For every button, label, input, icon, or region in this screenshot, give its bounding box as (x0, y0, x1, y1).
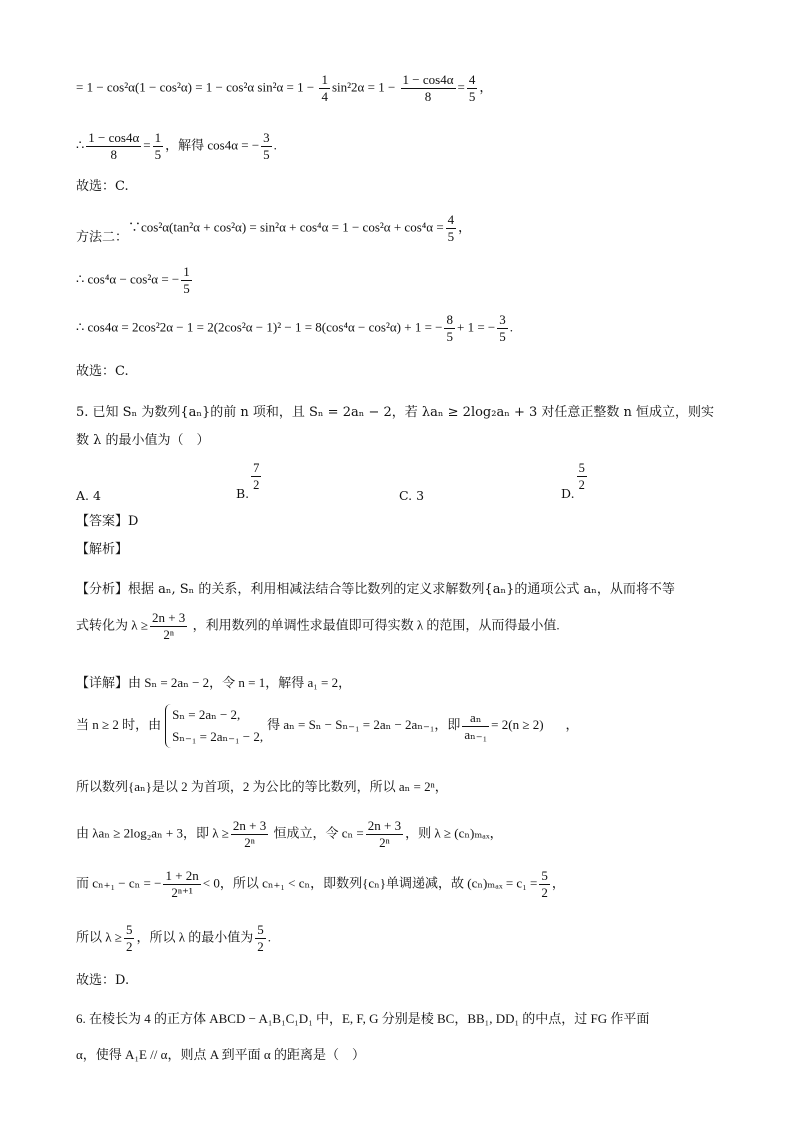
fraction (319, 72, 330, 105)
option-d (561, 460, 589, 501)
numerator: aₙ (470, 709, 482, 725)
text: λ ≥ (212, 825, 229, 841)
denominator: 5 (499, 329, 506, 344)
analysis-heading: 【解析】 (76, 542, 129, 557)
numerator: 5 (541, 868, 548, 883)
text: ∵cos²α(tan²α + cos²α) = sin²α + cos⁴α = 1 − cos²α + cos⁴α = (128, 219, 444, 235)
question-5-stem-cont: 数 λ 的最小值为（ ） (76, 433, 210, 448)
text: . (273, 137, 277, 153)
fraction (181, 264, 192, 297)
fraction (255, 922, 266, 955)
numerator: 5 (125, 922, 133, 937)
numerator: 2n + 3 (151, 610, 186, 625)
fraction (251, 460, 261, 493)
text: < 0，所以 cₙ₊₁ < cₙ，即数列{cₙ}单调递减，故 (cₙ)ₘₐₓ = c₁ = (202, 875, 538, 891)
fraction (462, 710, 489, 743)
text: = (457, 79, 465, 95)
fraction (446, 212, 457, 245)
text: ，则 λ ≥ (cₙ)ₘₐₓ， (405, 825, 503, 841)
numerator: 8 (446, 312, 453, 327)
detail-line-4 (76, 818, 503, 851)
fraction (150, 610, 187, 643)
fraction (467, 72, 478, 105)
answer-line: 故选：C. (76, 364, 129, 379)
fraction (86, 130, 141, 163)
option-a: A. 4 (76, 488, 101, 503)
text: sin²2α = 1 − (331, 79, 399, 95)
denominator: 8 (401, 88, 456, 105)
denominator: 5 (447, 229, 455, 244)
denominator: 2 (578, 478, 585, 492)
fraction (153, 130, 164, 163)
denominator: 2 (541, 885, 548, 900)
equation-system (165, 704, 263, 748)
system-row: Sₙ₋₁ = 2aₙ₋₁ − 2, (172, 729, 264, 744)
denominator: 5 (183, 281, 190, 296)
option-label: D. (561, 486, 575, 501)
text: + 1 = − (456, 319, 496, 335)
denominator: 2ⁿ (366, 834, 403, 851)
system-row: Sₙ = 2aₙ − 2, (172, 707, 241, 722)
numerator: 1 (183, 264, 190, 279)
fraction (497, 312, 508, 345)
text: . (509, 319, 513, 335)
numerator: 2n + 3 (232, 818, 267, 833)
answer-line: 故选：D. (76, 973, 130, 988)
numerator: 1 (154, 130, 162, 145)
option-b (236, 460, 263, 501)
method-label: 方法二： (76, 229, 129, 245)
method2-line-2 (76, 264, 194, 297)
text: ，解得 cos4α = − (165, 137, 260, 153)
text: 当 n ≥ 2 时，由 (76, 716, 162, 732)
text: λ ≥ (131, 617, 148, 633)
detail-line-1: 【详解】由 Sₙ = 2aₙ − 2，令 n = 1，解得 a₁ = 2， (76, 675, 352, 690)
denominator: 2ⁿ⁺¹ (163, 884, 200, 901)
question-6-stem-cont: α，使得 A₁E // α，则点 A 到平面 α 的距离是（ ） (76, 1047, 365, 1062)
numerator: 4 (468, 72, 476, 87)
fraction (444, 312, 455, 345)
fraction (366, 818, 403, 851)
derivation-line-2 (76, 130, 277, 163)
question-5-stem: 5. 已知 Sₙ 为数列{aₙ}的前 n 项和，且 Sₙ = 2aₙ − 2，若 λaₙ ≥ 2log₂aₙ + 3 对任意正整数 n 恒成立，则实 (76, 405, 715, 420)
detail-line-5 (76, 868, 565, 901)
text: = 2(n ≥ 2) (491, 716, 544, 732)
numerator: 3 (499, 312, 506, 327)
fraction (539, 868, 550, 901)
text: ， (551, 875, 565, 891)
numerator: 1 − cos4α (88, 130, 140, 145)
detail-line-6 (76, 922, 271, 955)
derivation-line-1 (76, 72, 492, 105)
fraction (577, 460, 587, 493)
text: ， (479, 79, 493, 95)
text: 由 λaₙ ≥ 2log₂aₙ + 3，即 (76, 825, 209, 841)
text: ， (565, 716, 579, 732)
numerator: 5 (578, 461, 585, 475)
denominator: aₙ₋₁ (464, 726, 488, 742)
analysis-text-cont (76, 610, 560, 643)
text: ，利用数列的单调性求最值即可得实数 λ 的范围，从而得最小值. (192, 617, 560, 633)
text: 而 cₙ₊₁ − cₙ = − (76, 875, 162, 891)
denominator: 2ⁿ (231, 834, 268, 851)
method2-line-3 (76, 312, 513, 345)
denominator: 5 (468, 89, 476, 104)
denominator: 5 (263, 147, 270, 162)
option-c: C. 3 (399, 488, 425, 503)
numerator: 7 (253, 461, 260, 475)
text: ∴ cos⁴α − cos²α = − (76, 271, 180, 287)
text: 恒成立，令 cₙ = (273, 825, 364, 841)
denominator: 2 (125, 939, 133, 954)
numerator: 1 − cos4α (402, 72, 454, 87)
numerator: 4 (447, 212, 455, 227)
text: . (267, 929, 272, 945)
denominator: 4 (321, 89, 328, 104)
numerator: 1 + 2n (165, 868, 199, 883)
text: 式转化为 (76, 617, 129, 633)
fraction (163, 868, 200, 901)
denominator: 2 (257, 939, 264, 954)
numerator: 5 (257, 922, 264, 937)
text: ∴ (76, 137, 85, 153)
text: ∴ cos4α = 2cos²2α − 1 = 2(2cos²α − 1)² − 1 = 8(cos⁴α − cos²α) + 1 = − (76, 319, 443, 335)
fraction (124, 922, 135, 955)
question-6-stem: 6. 在棱长为 4 的正方体 ABCD − A₁B₁C₁D₁ 中，E, F, G 分别是棱 BC，BB₁, DD₁ 的中点，过 FG 作平面 (76, 1011, 650, 1026)
text: = 1 − cos²α(1 − cos²α) = 1 − cos²α sin²α = 1 − (76, 79, 318, 95)
denominator: 8 (86, 146, 141, 163)
text: ， (458, 219, 472, 235)
method2-line-1 (76, 212, 471, 245)
denominator: 5 (446, 329, 453, 344)
detail-line-2 (76, 704, 579, 748)
answer-tag: 【答案】D (76, 514, 139, 529)
text: ，所以 λ 的最小值为 (136, 929, 254, 945)
analysis-text: 【分析】根据 aₙ, Sₙ 的关系，利用相减法结合等比数列的定义求解数列{aₙ}的通项公式 aₙ，从而将不等 (76, 582, 675, 597)
numerator: 3 (263, 130, 270, 145)
option-label: B. (236, 486, 250, 501)
text: = (143, 137, 151, 153)
numerator: 2n + 3 (367, 818, 402, 833)
answer-line: 故选：C. (76, 179, 129, 194)
text: 得 aₙ = Sₙ − Sₙ₋₁ = 2aₙ − 2aₙ₋₁，即 (267, 716, 461, 732)
text: 所以 λ ≥ (76, 929, 122, 945)
denominator: 2ⁿ (150, 626, 187, 643)
detail-line-3: 所以数列{aₙ}是以 2 为首项，2 为公比的等比数列，所以 aₙ = 2ⁿ， (76, 779, 448, 794)
fraction (261, 130, 272, 163)
denominator: 2 (253, 478, 260, 492)
fraction (401, 72, 456, 105)
denominator: 5 (154, 147, 162, 162)
numerator: 1 (321, 72, 328, 87)
fraction (231, 818, 268, 851)
